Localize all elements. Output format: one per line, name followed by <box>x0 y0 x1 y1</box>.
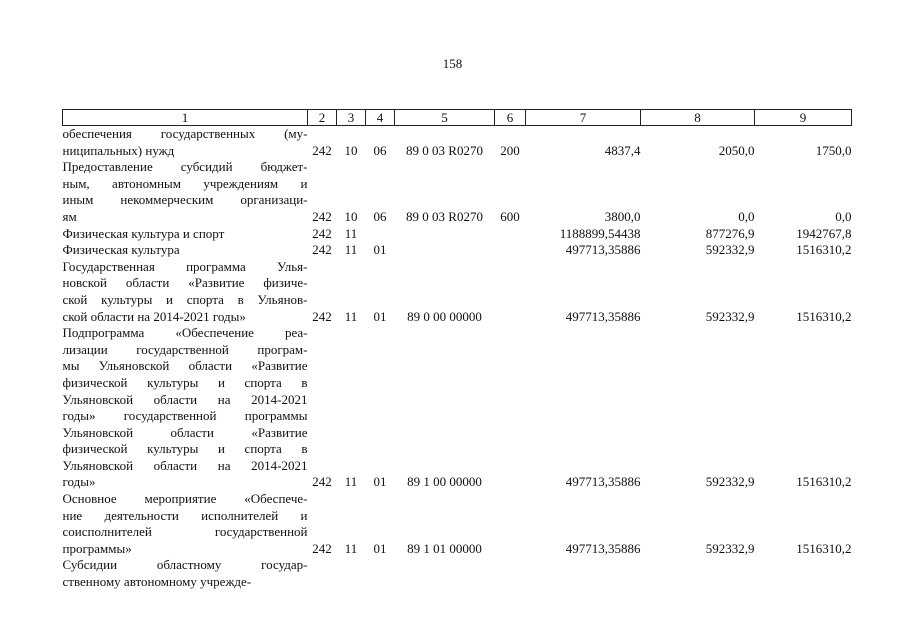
row-name-line: физической культуры и спорта в <box>62 441 308 457</box>
cell-c9: 1750,0 <box>815 142 852 158</box>
row-name <box>63 491 308 557</box>
row-name-line: мы Ульяновской области «Развитие <box>62 358 308 374</box>
table-row <box>63 491 852 557</box>
cell-c8: 592332,9 <box>705 540 755 556</box>
row-name-line: Ульяновской области на 2014-2021 <box>62 391 308 407</box>
row-name-line: ям <box>62 208 77 224</box>
row-name-line: Физическая культура <box>62 242 180 258</box>
row-name <box>63 226 308 243</box>
cell-c2: 242 <box>312 242 332 258</box>
cell-c3: 11 <box>344 242 358 258</box>
cell-c3: 10 <box>344 208 358 224</box>
row-name-line: физической культуры и спорта в <box>62 374 308 390</box>
cell-c6 <box>495 557 526 590</box>
cell-c4 <box>366 226 395 243</box>
cell-c8 <box>641 557 755 590</box>
cell-c9: 1516310,2 <box>796 308 852 324</box>
table-row <box>63 259 852 325</box>
column-header-8: 8 <box>641 110 755 126</box>
cell-c3: 11 <box>344 308 358 324</box>
row-name-line: ской области на 2014-2021 годы» <box>62 308 246 324</box>
cell-c9: 0,0 <box>835 208 852 224</box>
cell-c8: 877276,9 <box>705 225 755 241</box>
cell-c8: 592332,9 <box>705 308 755 324</box>
cell-c4: 06 <box>373 142 387 158</box>
cell-c3: 11 <box>344 474 358 490</box>
cell-c6 <box>495 259 526 325</box>
column-header-2: 2 <box>308 110 337 126</box>
row-name-line: ственному автономному учрежде- <box>62 574 252 590</box>
column-header-9: 9 <box>755 110 852 126</box>
cell-c9: 1516310,2 <box>796 474 852 490</box>
cell-c2: 242 <box>312 540 332 556</box>
cell-c6: 200 <box>500 142 520 158</box>
row-name-line: иным некоммерческим организаци- <box>62 192 308 208</box>
row-name <box>63 126 308 160</box>
cell-c3: 11 <box>344 225 358 241</box>
table-row <box>63 557 852 590</box>
row-name-line: Подпрограмма «Обеспечение реа- <box>62 325 308 341</box>
cell-c7: 4837,4 <box>604 142 641 158</box>
cell-c9: 1516310,2 <box>796 242 852 258</box>
cell-c5: 89 0 00 00000 <box>407 308 482 324</box>
cell-c7: 1188899,54438 <box>559 225 641 241</box>
cell-c2: 242 <box>312 474 332 490</box>
cell-c4 <box>366 557 395 590</box>
cell-c5: 89 0 03 R0270 <box>406 208 483 224</box>
cell-c7: 497713,35886 <box>565 474 641 490</box>
cell-c9 <box>755 557 852 590</box>
row-name <box>63 259 308 325</box>
cell-c4: 01 <box>373 540 387 556</box>
cell-c7: 3800,0 <box>604 208 641 224</box>
row-name-line: соисполнителей государственной <box>62 524 308 540</box>
column-header-4: 4 <box>366 110 395 126</box>
cell-c7: 497713,35886 <box>565 540 641 556</box>
cell-c7: 497713,35886 <box>565 308 641 324</box>
row-name-line: новской области «Развитие физиче- <box>62 275 308 291</box>
row-name <box>63 159 308 225</box>
cell-c6 <box>495 491 526 557</box>
row-name <box>63 325 308 491</box>
cell-c2 <box>308 557 337 590</box>
cell-c4: 06 <box>373 208 387 224</box>
cell-c9: 1516310,2 <box>796 540 852 556</box>
table-row <box>63 325 852 491</box>
page-number: 158 <box>442 56 463 71</box>
column-number-row <box>63 110 852 126</box>
row-name-line: ской культуры и спорта в Ульянов- <box>62 291 308 307</box>
row-name-line: Государственная программа Улья- <box>62 258 308 274</box>
cell-c3: 10 <box>344 142 358 158</box>
row-name-line: годы» государственной программы <box>62 408 308 424</box>
cell-c6 <box>495 242 526 259</box>
cell-c4: 01 <box>373 474 387 490</box>
cell-c6 <box>495 226 526 243</box>
cell-c5 <box>395 226 495 243</box>
cell-c6: 600 <box>500 208 520 224</box>
column-header-6: 6 <box>495 110 526 126</box>
row-name-line: Предоставление субсидий бюджет- <box>62 159 308 175</box>
row-name <box>63 557 308 590</box>
row-name-line: Ульяновской области «Развитие <box>62 424 308 440</box>
row-name-line: программы» <box>62 540 132 556</box>
cell-c5 <box>395 557 495 590</box>
row-name-line: Основное мероприятие «Обеспече- <box>62 491 308 507</box>
row-name-line: Ульяновской области на 2014-2021 <box>62 457 308 473</box>
row-name-line: ние деятельности исполнителей и <box>62 507 308 523</box>
cell-c7 <box>526 557 641 590</box>
table-body <box>63 126 852 591</box>
table-row <box>63 126 852 160</box>
column-header-7: 7 <box>526 110 641 126</box>
cell-c8: 592332,9 <box>705 474 755 490</box>
column-header-5: 5 <box>395 110 495 126</box>
row-name-line: годы» <box>62 474 96 490</box>
cell-c6 <box>495 325 526 491</box>
cell-c3: 11 <box>344 540 358 556</box>
cell-c2: 242 <box>312 225 332 241</box>
column-header-3: 3 <box>337 110 366 126</box>
table-row <box>63 226 852 243</box>
row-name <box>63 242 308 259</box>
cell-c2: 242 <box>312 142 332 158</box>
budget-table <box>62 109 852 591</box>
cell-c5: 89 0 03 R0270 <box>406 142 483 158</box>
cell-c4: 01 <box>373 308 387 324</box>
cell-c2: 242 <box>312 308 332 324</box>
row-name-line: обеспечения государственных (му- <box>62 126 308 141</box>
row-name-line: лизации государственной програм- <box>62 341 308 357</box>
column-header-1: 1 <box>63 110 308 126</box>
cell-c8: 0,0 <box>738 208 755 224</box>
row-name-line: Физическая культура и спорт <box>62 225 225 241</box>
cell-c2: 242 <box>312 208 332 224</box>
table-row <box>63 159 852 225</box>
row-name-line: ниципальных) нужд <box>62 142 175 158</box>
row-name-line: ным, автономным учреждениям и <box>62 175 308 191</box>
cell-c7: 497713,35886 <box>565 242 641 258</box>
table-row <box>63 242 852 259</box>
cell-c4: 01 <box>373 242 387 258</box>
cell-c5: 89 1 01 00000 <box>407 540 482 556</box>
row-name-line: Субсидии областному государ- <box>62 557 308 573</box>
cell-c8: 2050,0 <box>718 142 755 158</box>
cell-c5 <box>395 242 495 259</box>
cell-c9: 1942767,8 <box>796 225 852 241</box>
cell-c5: 89 1 00 00000 <box>407 474 482 490</box>
cell-c3 <box>337 557 366 590</box>
cell-c8: 592332,9 <box>705 242 755 258</box>
